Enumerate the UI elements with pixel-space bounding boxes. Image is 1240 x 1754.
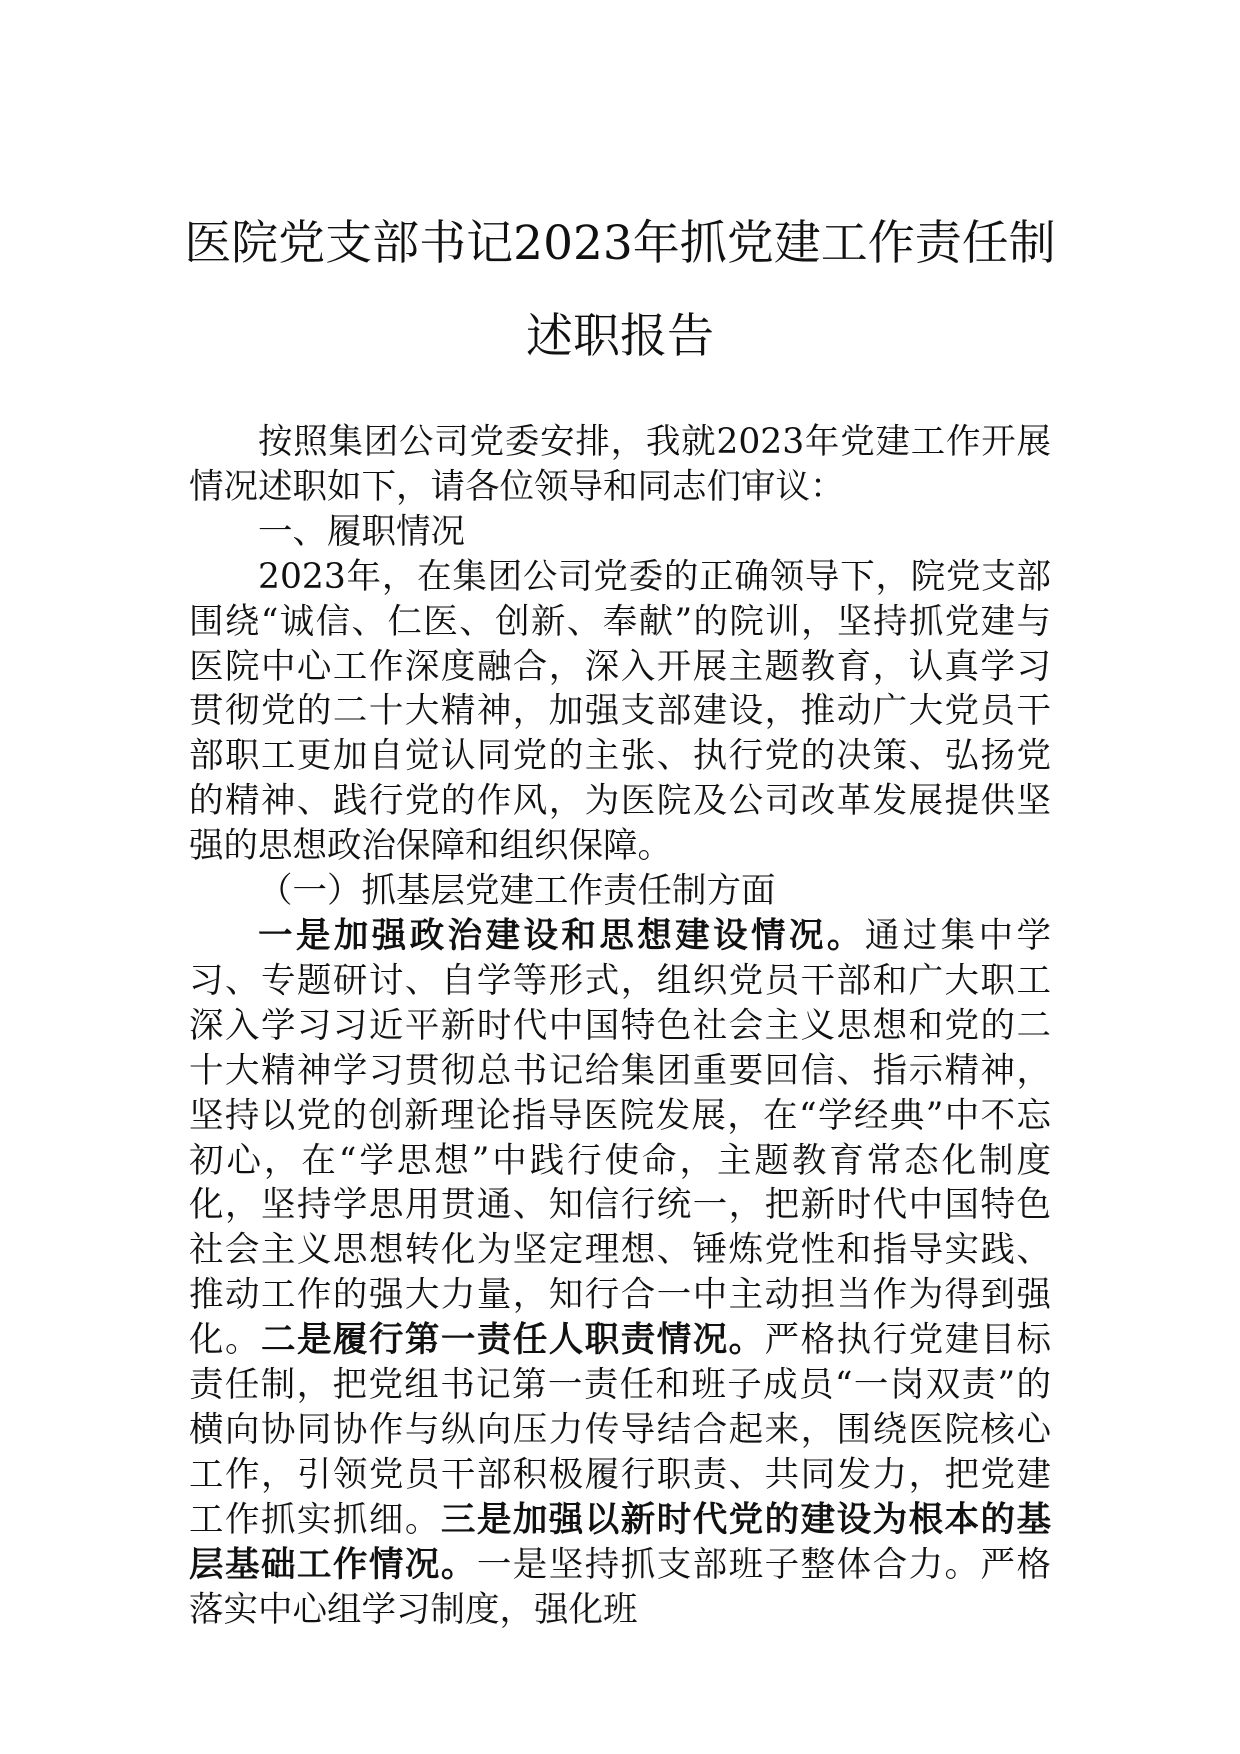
section-heading: 一、履职情况	[258, 511, 465, 552]
overview-paragraph: 2023年，在集团公司党委的正确领导下，院党支部围绕“诚信、仁医、创新、奉献”的院训，坚持抓党建与医院中心工作深度融合，深入开展主题教育，认真学习贯彻党的二十大精神，加强支部建设，推动广大党员干部职工更加自觉认同党的主张、执行党的决策、弘扬党的精神、践行党的作风，为医院及公司改革发展提供坚强的思想政治保障和组织保障。	[189, 556, 1051, 867]
point-two-heading: 二是履行第一责任人职责情况。	[260, 1320, 765, 1361]
document-title-line-2: 述职报告	[526, 309, 714, 364]
details-paragraph	[189, 914, 1051, 1633]
point-three-heading: 三是加强以新时代党的建设为根本的基层基础工作情况。	[189, 1499, 1052, 1585]
point-three-text: 一是坚持抓支部班子整体合力。严格落实中心组学习制度，强化班	[189, 1544, 1052, 1630]
subsection-heading: （一）抓基层党建工作责任制方面	[258, 871, 776, 912]
document-body	[189, 420, 1051, 1632]
document-title-line-1: 医院党支部书记2023年抓党建工作责任制	[184, 216, 1056, 271]
point-one-text: 通过集中学习、专题研讨、自学等形式，组织党员干部和广大职工深入学习习近平新时代中国特色社会主义思想和党的二十大精神学习贯彻总书记给集团重要回信、指示精神，坚持以党的创新理论指导医院发展，在“学经典”中不忘初心，在“学思想”中践行使命，主题教育常态化制度化，坚持学思用贯通、知信行统一，把新时代中国特色社会主义思想转化为坚定理想、锤炼党性和指导实践、推动工作的强大力量，知行合一中主动担当作为得到强化。	[189, 915, 1052, 1361]
intro-paragraph: 按照集团公司党委安排，我就2023年党建工作开展情况述职如下，请各位领导和同志们审议：	[189, 422, 1051, 507]
point-two-text: 严格执行党建目标责任制，把党组书记第一责任和班子成员“一岗双责”的横向协同协作与纵向压力传导结合起来，围绕医院核心工作，引领党员干部积极履行职责、共同发力，把党建工作抓实抓细。	[189, 1320, 1052, 1540]
point-one-heading: 一是加强政治建设和思想建设情况。	[258, 915, 865, 956]
